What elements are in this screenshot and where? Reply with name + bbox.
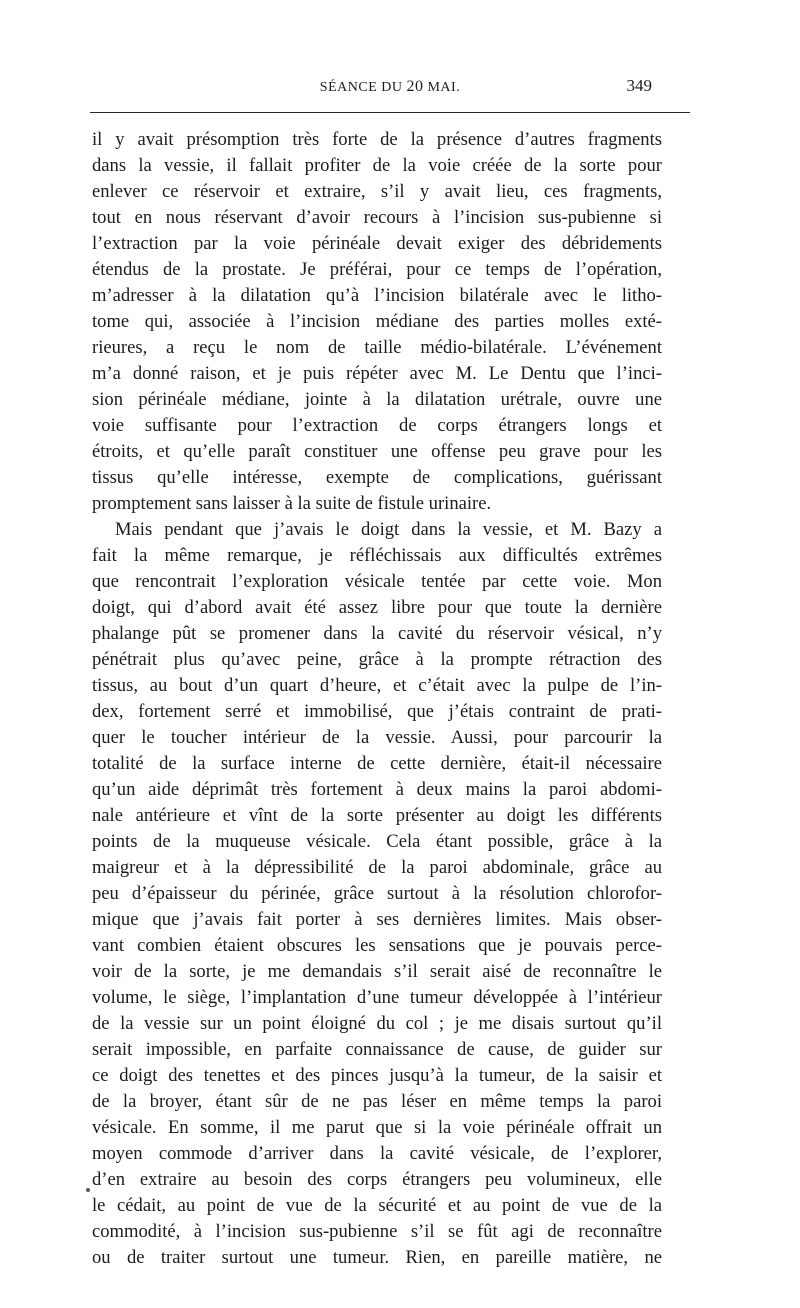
text-line: tissus qu’elle intéresse, exempte de complications, guérissant (92, 467, 662, 488)
ink-speck (86, 1188, 90, 1192)
text-line: de la vessie sur un point éloigné du col ; je me disais surtout qu’il (92, 1013, 662, 1034)
text-line: serait impossible, en parfaite connaissance de cause, de guider sur (92, 1039, 662, 1060)
text-line: que rencontrait l’exploration vésicale tentée par cette voie. Mon (92, 571, 662, 592)
text-line: étroits, et qu’elle paraît constituer une offense peu grave pour les (92, 441, 662, 462)
text-line: tout en nous réservant d’avoir recours à l’incision sus-pubienne si (92, 207, 662, 228)
text-line: ce doigt des tenettes et des pinces jusqu’à la tumeur, de la saisir et (92, 1065, 662, 1086)
text-line: commodité, à l’incision sus-pubienne s’il se fût agi de reconnaître (92, 1221, 662, 1242)
text-line: l’extraction par la voie périnéale devait exiger des débridements (92, 233, 662, 254)
text-line: vant combien étaient obscures les sensations que je pouvais perce- (92, 935, 662, 956)
text-line: rieures, a reçu le nom de taille médio-bilatérale. L’événement (92, 337, 662, 358)
text-line: dex, fortement serré et immobilisé, que j’étais contraint de prati- (92, 701, 662, 722)
text-line: quer le toucher intérieur de la vessie. Aussi, pour parcourir la (92, 727, 662, 748)
page-number: 349 (626, 76, 652, 95)
text-line: qu’un aide déprimât très fortement à deux mains la paroi abdomi- (92, 779, 662, 800)
text-line: moyen commode d’arriver dans la cavité vésicale, de l’explorer, (92, 1143, 662, 1164)
text-line: d’en extraire au besoin des corps étrangers peu volumineux, elle (92, 1169, 662, 1190)
text-line: phalange pût se promener dans la cavité du réservoir vésical, n’y (92, 623, 662, 644)
text-line: pénétrait plus qu’avec peine, grâce à la prompte rétraction des (92, 649, 662, 670)
text-line: tissus, au bout d’un quart d’heure, et c’était avec la pulpe de l’in- (92, 675, 662, 696)
text-line: étendus de la prostate. Je préférai, pour ce temps de l’opération, (92, 259, 662, 280)
text-line: m’adresser à la dilatation qu’à l’incision bilatérale avec le litho- (92, 285, 662, 306)
header-rule (90, 112, 690, 113)
text-line: tome qui, associée à l’incision médiane des parties molles exté- (92, 311, 662, 332)
text-line: mique que j’avais fait porter à ses dernières limites. Mais obser- (92, 909, 662, 930)
text-line: il y avait présomption très forte de la présence d’autres fragments (92, 129, 662, 150)
text-line: de la broyer, étant sûr de ne pas léser en même temps la paroi (92, 1091, 662, 1112)
text-line: enlever ce réservoir et extraire, s’il y avait lieu, ces fragments, (92, 181, 662, 202)
text-line: peu d’épaisseur du périnée, grâce surtout à la résolution chlorofor- (92, 883, 662, 904)
text-line: nale antérieure et vînt de la sorte présenter au doigt les différents (92, 805, 662, 826)
text-line: vésicale. En somme, il me parut que si la voie périnéale offrait un (92, 1117, 662, 1138)
text-line: volume, le siège, l’implantation d’une tumeur développée à l’intérieur (92, 987, 662, 1008)
text-line: Mais pendant que j’avais le doigt dans la vessie, et M. Bazy a (115, 519, 662, 540)
text-line: ou de traiter surtout une tumeur. Rien, en pareille matière, ne (92, 1247, 662, 1268)
text-line: voir de la sorte, je me demandais s’il serait aisé de reconnaître le (92, 961, 662, 982)
text-line: voie suffisante pour l’extraction de corps étrangers longs et (92, 415, 662, 436)
text-line: totalité de la surface interne de cette dernière, était-il nécessaire (92, 753, 662, 774)
running-head (90, 76, 690, 102)
running-title: SÉANCE DU 20 MAI. (319, 78, 461, 95)
text-line: dans la vessie, il fallait profiter de la voie créée de la sorte pour (92, 155, 662, 176)
text-line: fait la même remarque, je réfléchissais aux difficultés extrêmes (92, 545, 662, 566)
text-line: sion périnéale médiane, jointe à la dilatation urétrale, ouvre une (92, 389, 662, 410)
text-line: doigt, qui d’abord avait été assez libre pour que toute la dernière (92, 597, 662, 618)
text-line: maigreur et à la dépressibilité de la paroi abdominale, grâce au (92, 857, 662, 878)
text-line: promptement sans laisser à la suite de fistule urinaire. (92, 493, 492, 514)
body-text (92, 127, 662, 1271)
text-line: points de la muqueuse vésicale. Cela étant possible, grâce à la (92, 831, 662, 852)
text-line: m’a donné raison, et je puis répéter avec M. Le Dentu que l’inci- (92, 363, 662, 384)
text-line: le cédait, au point de vue de la sécurité et au point de vue de la (92, 1195, 662, 1216)
